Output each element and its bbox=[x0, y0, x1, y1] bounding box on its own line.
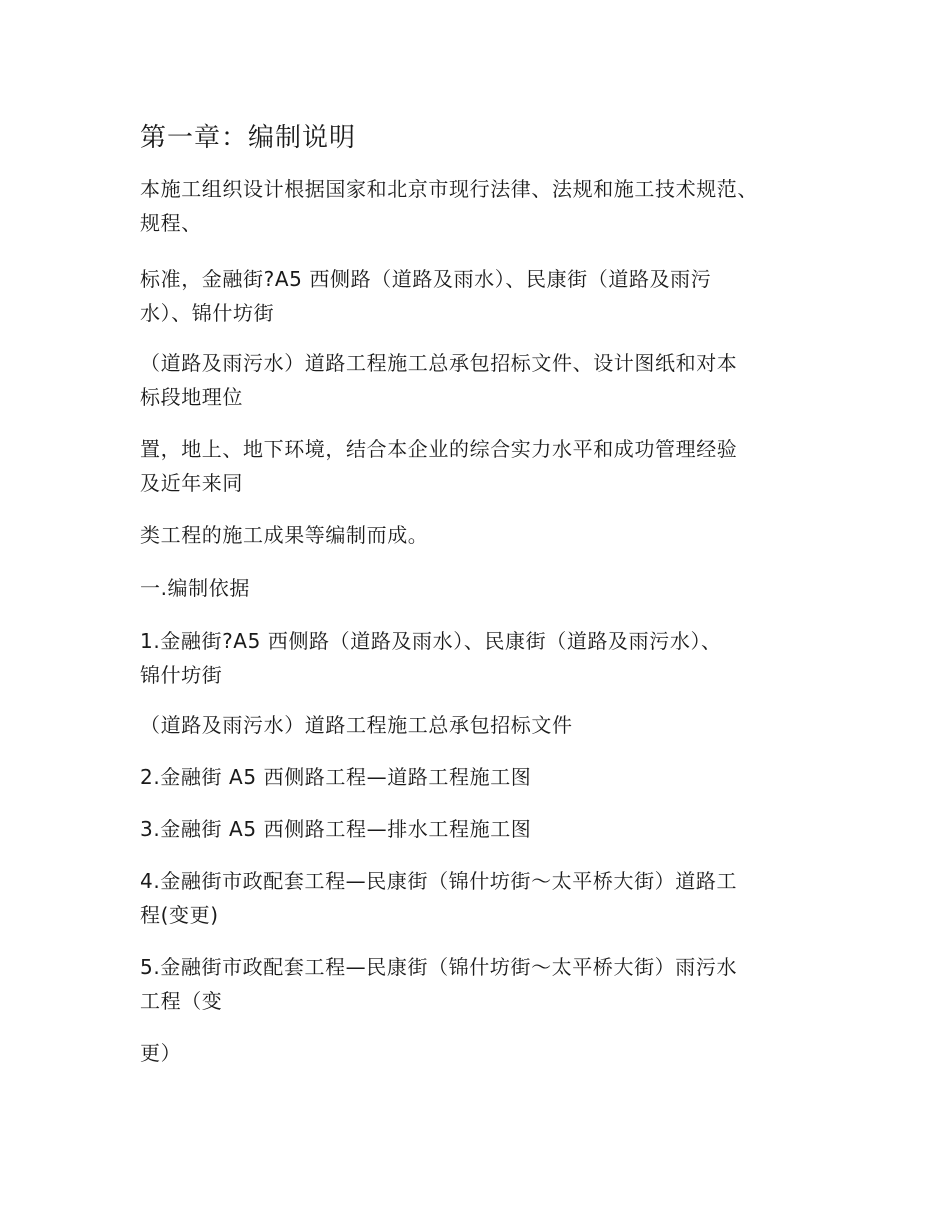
basis-item-1 bbox=[140, 624, 722, 692]
paragraph-line: 本施工组织设计根据国家和北京市现行法律、法规和施工技术规范、 bbox=[140, 177, 758, 201]
paragraph-line: 5.金融街市政配套工程—民康街（锦什坊街～太平桥大街）雨污水 bbox=[140, 955, 738, 979]
paragraph-line: 2.金融街 A5 西侧路工程—道路工程施工图 bbox=[140, 765, 532, 789]
paragraph-line: （道路及雨污水）道路工程施工总承包招标文件、设计图纸和对本 bbox=[140, 351, 738, 375]
paragraph-line: 置，地上、地下环境，结合本企业的综合实力水平和成功管理经验 bbox=[140, 437, 738, 461]
basis-item-5-cont bbox=[140, 1036, 181, 1070]
paragraph-5 bbox=[140, 518, 428, 552]
basis-item-5 bbox=[140, 950, 737, 1018]
basis-item-4 bbox=[140, 864, 737, 932]
paragraph-line: 锦什坊街 bbox=[140, 663, 223, 687]
paragraph-3 bbox=[140, 346, 737, 414]
paragraph-line: （道路及雨污水）道路工程施工总承包招标文件 bbox=[140, 713, 573, 737]
paragraph-line: 更） bbox=[140, 1041, 182, 1065]
paragraph-line: 4.金融街市政配套工程—民康街（锦什坊街～太平桥大街）道路工 bbox=[140, 869, 738, 893]
section-heading: 一.编制依据 bbox=[140, 576, 250, 600]
paragraph-line: 及近年来同 bbox=[140, 471, 243, 495]
paragraph-line: 标准，金融街?A5 西侧路（道路及雨水）、民康街（道路及雨污 bbox=[140, 267, 712, 291]
paragraph-line: 1.金融街?A5 西侧路（道路及雨水）、民康街（道路及雨污水）、 bbox=[140, 629, 722, 653]
paragraph-line: 标段地理位 bbox=[140, 385, 243, 409]
paragraph-line: 3.金融街 A5 西侧路工程—排水工程施工图 bbox=[140, 817, 532, 841]
basis-item-2 bbox=[140, 760, 531, 794]
paragraph-line: 水）、锦什坊街 bbox=[140, 301, 275, 325]
paragraph-2 bbox=[140, 262, 711, 330]
section-heading-basis bbox=[140, 571, 250, 605]
paragraph-4 bbox=[140, 432, 737, 500]
basis-item-1-cont bbox=[140, 708, 573, 742]
paragraph-line: 程(变更) bbox=[140, 903, 219, 927]
paragraph-line: 类工程的施工成果等编制而成。 bbox=[140, 523, 429, 547]
basis-item-3 bbox=[140, 812, 531, 846]
paragraph-line: 工程（变 bbox=[140, 989, 223, 1013]
chapter-title: 第一章：编制说明 bbox=[140, 123, 357, 153]
paragraph-1 bbox=[140, 172, 758, 240]
paragraph-line: 规程、 bbox=[140, 211, 202, 235]
